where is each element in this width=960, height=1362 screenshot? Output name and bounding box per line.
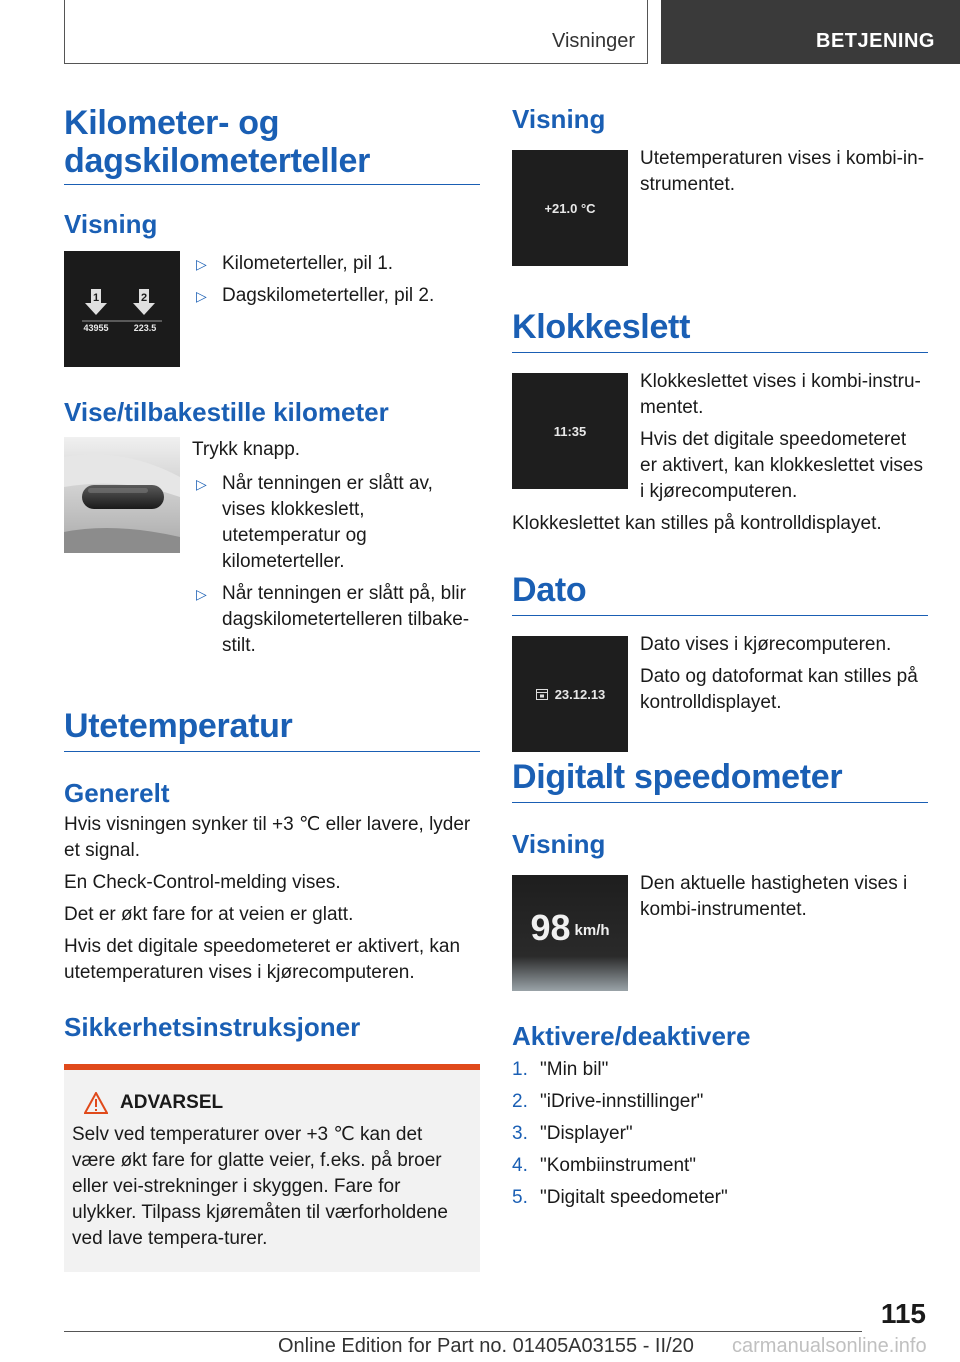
- footer-edition: Online Edition for Part no. 01405A03155 - II/20: [278, 1335, 694, 1357]
- step-number: 5.: [512, 1187, 528, 1208]
- speed-display-image: [512, 875, 628, 991]
- odometer-title: Kilometer- og dagskilometerteller: [64, 104, 480, 185]
- list-item: [512, 1185, 928, 1211]
- reset-intro: Trykk knapp.: [192, 439, 301, 460]
- speed-visning-heading: Visning: [512, 829, 606, 859]
- date-paragraph: Dato og datoformat kan stilles på kontrolldisplayet.: [640, 666, 918, 713]
- reset-button-graphic: [64, 437, 180, 553]
- clock-display-image: [512, 373, 628, 489]
- step-number: 4.: [512, 1155, 528, 1176]
- list-item: ▷ Når tenningen er slått av, vises klokkeslett, utetemperatur og kilometerteller.: [192, 471, 480, 575]
- step-number: 2.: [512, 1091, 528, 1112]
- left-column: [64, 104, 480, 1272]
- warning-title-row: [84, 1092, 470, 1114]
- clock-paragraph: Klokkeslettet vises i kombi-instru-mentet.: [640, 371, 921, 418]
- clock-paragraph: Klokkeslettet kan stilles på kontrolldisplayet.: [512, 513, 882, 534]
- reset-button-image: [64, 437, 180, 553]
- calendar-icon: [535, 687, 549, 701]
- list-item: [512, 1089, 928, 1115]
- reset-heading: Vise/tilbakestille kilometer: [64, 397, 389, 427]
- speed-section: [512, 875, 928, 991]
- clock-section: [512, 373, 928, 505]
- temp-display-value: +21.0 °C: [544, 200, 596, 216]
- list-item: [512, 1057, 928, 1083]
- odometer-visning-list: [192, 251, 480, 309]
- warning-triangle-icon: [84, 1092, 108, 1114]
- page-number: 115: [880, 1298, 926, 1329]
- header-section-label: Visninger: [551, 30, 635, 52]
- clock-display-value: 11:35: [553, 423, 587, 439]
- activate-steps: [512, 1057, 928, 1211]
- warning-text: Selv ved temperaturer over +3 ℃ kan det være økt fare for glatte veier, f.eks. på broer eller vei-strekninger i skyggen. Fare for ulykker. Tilpass kjøremåten til værforholdene ved lave tempera-turer.: [72, 1124, 448, 1249]
- warning-title: ADVARSEL: [120, 1092, 224, 1113]
- list-item: ▷ Når tenningen er slått på, blir dagskilometertelleren tilbake-stilt.: [192, 581, 480, 659]
- list-item: [512, 1153, 928, 1179]
- right-column: [512, 100, 928, 1217]
- list-item: [512, 1121, 928, 1147]
- clock-title: Klokkeslett: [512, 308, 928, 353]
- date-section: [512, 636, 928, 752]
- list-item: ▷ Dagskilometerteller, pil 2.: [192, 283, 480, 309]
- temp-display-image: [512, 150, 628, 266]
- speed-display-unit: km/h: [574, 921, 610, 939]
- step-number: 3.: [512, 1123, 528, 1144]
- clock-paragraph: Hvis det digitale speedometeret er aktivert, kan klokkeslettet vises i kjørecomputeren.: [640, 429, 923, 502]
- activate-heading: Aktivere/deaktivere: [512, 1021, 751, 1051]
- reset-section: [64, 437, 480, 665]
- odometer-display-graphic: [64, 251, 180, 367]
- odometer-value: 43955: [83, 323, 109, 333]
- speed-text: Den aktuelle hastigheten vises i kombi-instrumentet.: [640, 873, 908, 920]
- warning-box: [64, 1064, 480, 1272]
- temp-text: Utetemperaturen vises i kombi-in-strumentet.: [640, 148, 925, 195]
- generelt-heading: Generelt: [64, 778, 170, 808]
- odometer-section: [64, 251, 480, 367]
- odometer-arrow-2-label: 2: [140, 292, 148, 304]
- header-section-box: [64, 0, 648, 64]
- date-display-value: 23.12.13: [554, 686, 606, 702]
- list-item: ▷ Kilometerteller, pil 1.: [192, 251, 480, 277]
- step-label: "Digitalt speedometer": [540, 1187, 728, 1208]
- footer-divider: [64, 1331, 862, 1332]
- reset-list: [192, 471, 480, 659]
- odometer-arrow-1-label: 1: [92, 292, 100, 304]
- speed-display-value: 98: [530, 907, 571, 948]
- date-title: Dato: [512, 571, 928, 616]
- footer-watermark: carmanualsonline.info: [732, 1335, 927, 1357]
- header-chapter-label: BETJENING: [816, 30, 935, 52]
- temp-visning-heading: Visning: [512, 104, 606, 134]
- digital-speedo-title: Digitalt speedometer: [512, 758, 928, 803]
- temp-section: [512, 150, 928, 266]
- generelt-paragraph: Hvis det digitale speedometeret er aktivert, kan utetemperaturen vises i kjørecomputeren.: [64, 936, 461, 983]
- date-display-image: [512, 636, 628, 752]
- safety-heading: Sikkerhetsinstruksjoner: [64, 1012, 361, 1042]
- odometer-visning-heading: Visning: [64, 209, 158, 239]
- generelt-paragraph: Hvis visningen synker til +3 ℃ eller lavere, lyder et signal.: [64, 814, 471, 861]
- trip-odometer-value: 223.5: [133, 323, 157, 333]
- odometer-display-image: [64, 251, 180, 367]
- step-label: "Displayer": [540, 1123, 633, 1144]
- generelt-paragraph: En Check-Control-melding vises.: [64, 872, 341, 893]
- step-label: "Min bil": [540, 1059, 609, 1080]
- step-number: 1.: [512, 1059, 528, 1080]
- date-paragraph: Dato vises i kjørecomputeren.: [640, 634, 892, 655]
- step-label: "iDrive-innstillinger": [540, 1091, 704, 1112]
- outside-temp-title: Utetemperatur: [64, 707, 480, 752]
- step-label: "Kombiinstrument": [540, 1155, 697, 1176]
- generelt-paragraph: Det er økt fare for at veien er glatt.: [64, 904, 354, 925]
- header-chapter-box: [661, 0, 960, 64]
